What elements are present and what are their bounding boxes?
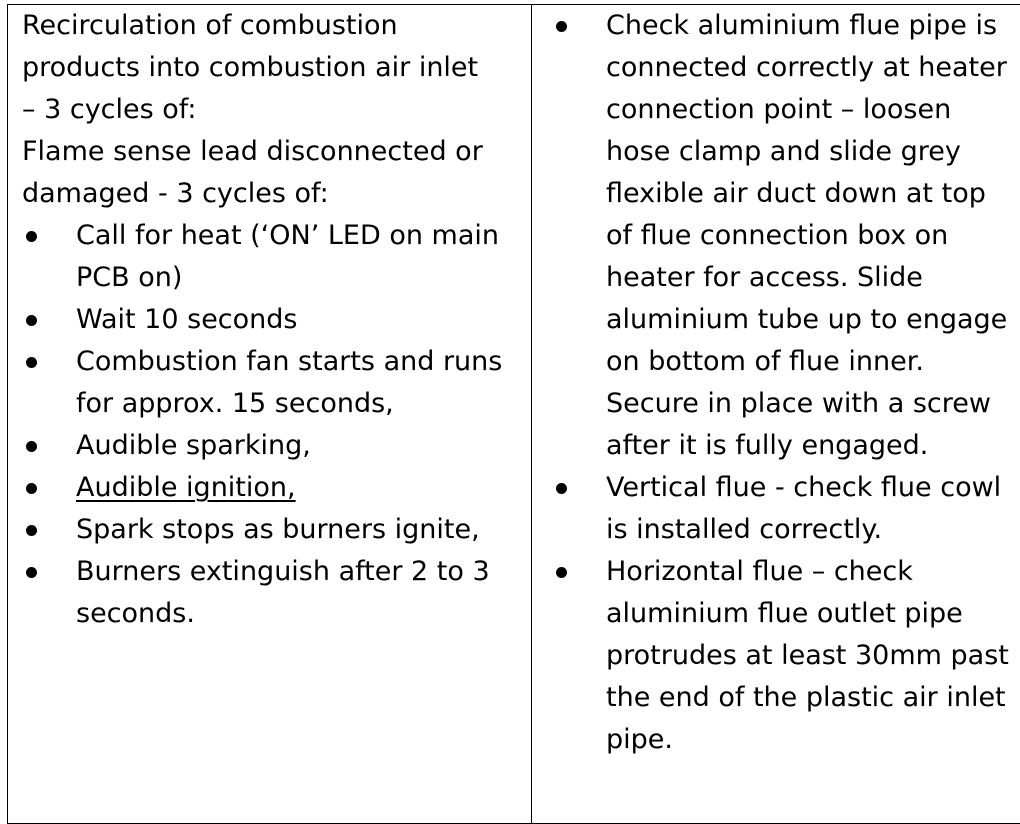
bullet-icon [556,21,567,32]
remedy-item [552,467,1014,551]
bullet-icon [26,315,37,326]
symptom-item [22,551,527,635]
symptom-item [22,509,527,551]
remedy-text: Check aluminium flue pipe is connected correctly at heater connection point – loosen hose clamp and slide grey flexible air duct down at top of flue connection box on heater for access. Slide aluminium tube up to engage on bottom of flue inner. Secure in place with a screw after it is fully engaged. [606,10,1008,461]
remedy-item [552,551,1014,761]
bullet-icon [26,525,37,536]
remedy-text: Horizontal flue – check aluminium flue outlet pipe protrudes at least 30mm past the end of the plastic air inlet pipe. [606,556,1009,755]
fault-heading-line-1: Recirculation of combustion [22,10,398,41]
fault-heading-line-4: Flame sense lead disconnected or [22,136,483,167]
symptom-text: Wait 10 seconds [76,304,298,335]
fault-heading-line-3: – 3 cycles of: [22,94,197,125]
symptom-text: Spark stops as burners ignite, [76,514,480,545]
fault-description-cell [22,5,527,635]
remedy-item [552,5,1014,467]
bullet-icon [556,483,567,494]
remedy-cell [552,5,1014,761]
bullet-icon [26,231,37,242]
bullet-icon [26,441,37,452]
symptom-text: Audible sparking, [76,430,311,461]
column-divider [531,4,532,824]
symptom-text-underlined: Audible ignition, [76,472,296,503]
symptom-item [22,341,527,425]
symptom-item [22,215,527,299]
symptom-text: Call for heat (‘ON’ LED on main PCB on) [76,220,500,293]
symptom-list [22,215,527,635]
bullet-icon [556,567,567,578]
fault-heading-line-5: damaged - 3 cycles of: [22,178,329,209]
remedy-text: Vertical flue - check flue cowl is installed correctly. [606,472,1002,545]
symptom-text: Combustion fan starts and runs for approx. 15 seconds, [76,346,503,419]
symptom-item [22,299,527,341]
bullet-icon [26,357,37,368]
remedy-list [552,5,1014,761]
bullet-icon [26,567,37,578]
bullet-icon [26,483,37,494]
symptom-item [22,467,527,509]
symptom-text: Burners extinguish after 2 to 3 seconds. [76,556,490,629]
symptom-item [22,425,527,467]
fault-heading-line-2: products into combustion air inlet [22,52,479,83]
